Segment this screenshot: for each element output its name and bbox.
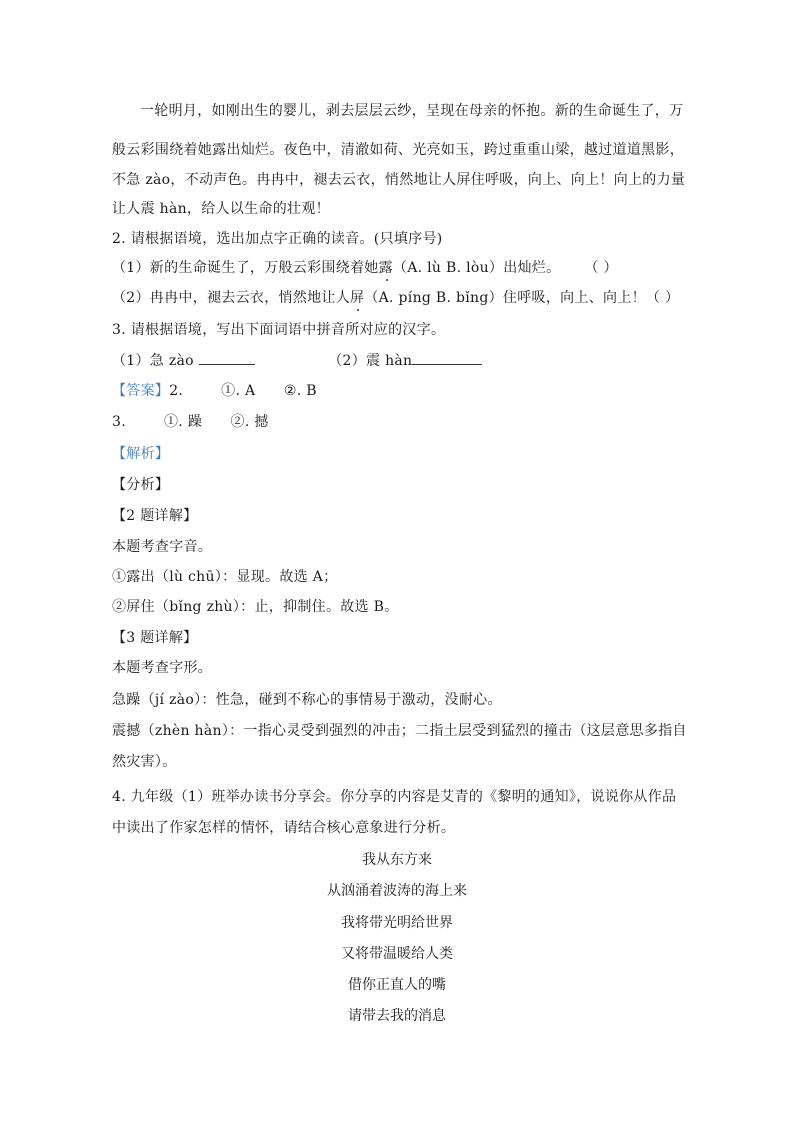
q2-detail-header: 【2 题详解】 xyxy=(112,508,198,524)
q2-item1-answer-bracket[interactable]: （ ） xyxy=(584,260,618,276)
q2-item2-dotted-char: 屏 xyxy=(350,290,365,306)
q2-detail-item-1: ①露出（lù chū）：显现。故选 A； xyxy=(112,569,338,585)
question-2-item-1 xyxy=(112,258,618,278)
question-2-item-2 xyxy=(112,288,679,308)
passage-line-2: 般云彩围绕着她露出灿烂。夜色中，清澈如荷、光亮如玉，跨过重重山梁，越过道道黑影， xyxy=(112,142,684,158)
q2-item2-options: （A. píng B. bǐng）住呼吸，向上、向上！ xyxy=(364,290,646,306)
answer-q2: 2. ①. A ②. B xyxy=(169,383,317,399)
q3-item2: （2）震 hàn xyxy=(328,353,413,369)
question-4-stem-line-2: 中读出了作家怎样的情怀，请结合核心意象进行分析。 xyxy=(112,820,456,836)
poem-line-3: 我将带光明给世界 xyxy=(341,915,453,931)
q3-item2-blank[interactable] xyxy=(412,350,482,365)
passage-line-4: 让人震 hàn，给人以生命的壮观！ xyxy=(112,201,330,217)
question-2-stem: 2. 请根据语境，选出加点字正确的读音。(只填序号) xyxy=(112,231,443,247)
answer-q3: 3. ①. 躁 ②. 撼 xyxy=(112,414,269,430)
poem-line-1: 我从东方来 xyxy=(362,852,432,868)
q3-detail-intro: 本题考查字形。 xyxy=(112,660,213,676)
poem-line-5: 借你正直人的嘴 xyxy=(348,977,446,993)
analysis-label: 【解析】 xyxy=(112,446,170,462)
q3-detail-item-2-line-2: 然灾害）。 xyxy=(112,754,177,770)
poem-line-6: 请带去我的消息 xyxy=(348,1008,446,1024)
poem-line-4: 又将带温暖给人类 xyxy=(341,946,453,962)
question-3-stem: 3. 请根据语境，写出下面词语中拼音所对应的汉字。 xyxy=(112,322,446,338)
q2-item2-prefix: （2）冉冉中，褪去云衣，悄然地让人 xyxy=(112,290,351,306)
q3-detail-header: 【3 题详解】 xyxy=(112,630,198,646)
q2-detail-item-2: ②屏住（bǐng zhù）：止，抑制住。故选 B。 xyxy=(112,599,399,615)
answer-label: 【答案】 xyxy=(112,383,170,399)
analysis-sub-label: 【分析】 xyxy=(112,477,170,493)
q2-detail-intro: 本题考查字音。 xyxy=(112,539,213,555)
question-3-items xyxy=(112,350,482,371)
q2-item2-answer-bracket[interactable]: （ ） xyxy=(645,290,680,306)
q3-item1: （1）急 zào xyxy=(112,353,194,369)
answer-line-1 xyxy=(112,381,317,401)
question-4-stem-line-1: 4. 九年级（1）班举办读书分享会。你分享的内容是艾青的《黎明的通知》，说说你从作品 xyxy=(112,789,677,805)
passage-line-1: 一轮明月，如刚出生的婴儿，剥去层层云纱，呈现在母亲的怀抱。新的生命诞生了，万 xyxy=(140,103,684,119)
q3-detail-item-1: 急躁（jí zào）：性急，碰到不称心的事情易于激动，没耐心。 xyxy=(112,692,502,708)
q2-item1-dotted-char: 露 xyxy=(378,260,393,276)
q3-detail-item-2-line-1: 震撼（zhèn hàn）：一指心灵受到强烈的冲击；二指土层受到猛烈的撞击（这层意思多指自 xyxy=(112,723,687,739)
q3-item1-blank[interactable] xyxy=(199,350,255,365)
q2-item1-options: （A. lù B. lòu）出灿烂。 xyxy=(392,260,561,276)
q2-item1-prefix: （1）新的生命诞生了，万般云彩围绕着她 xyxy=(112,260,379,276)
poem-line-2: 从汹涌着波涛的海上来 xyxy=(327,883,467,899)
passage-line-3: 不急 zào，不动声色。冉冉中，褪去云衣，悄然地让人屏住呼吸，向上、向上！向上的力量 xyxy=(112,172,686,188)
